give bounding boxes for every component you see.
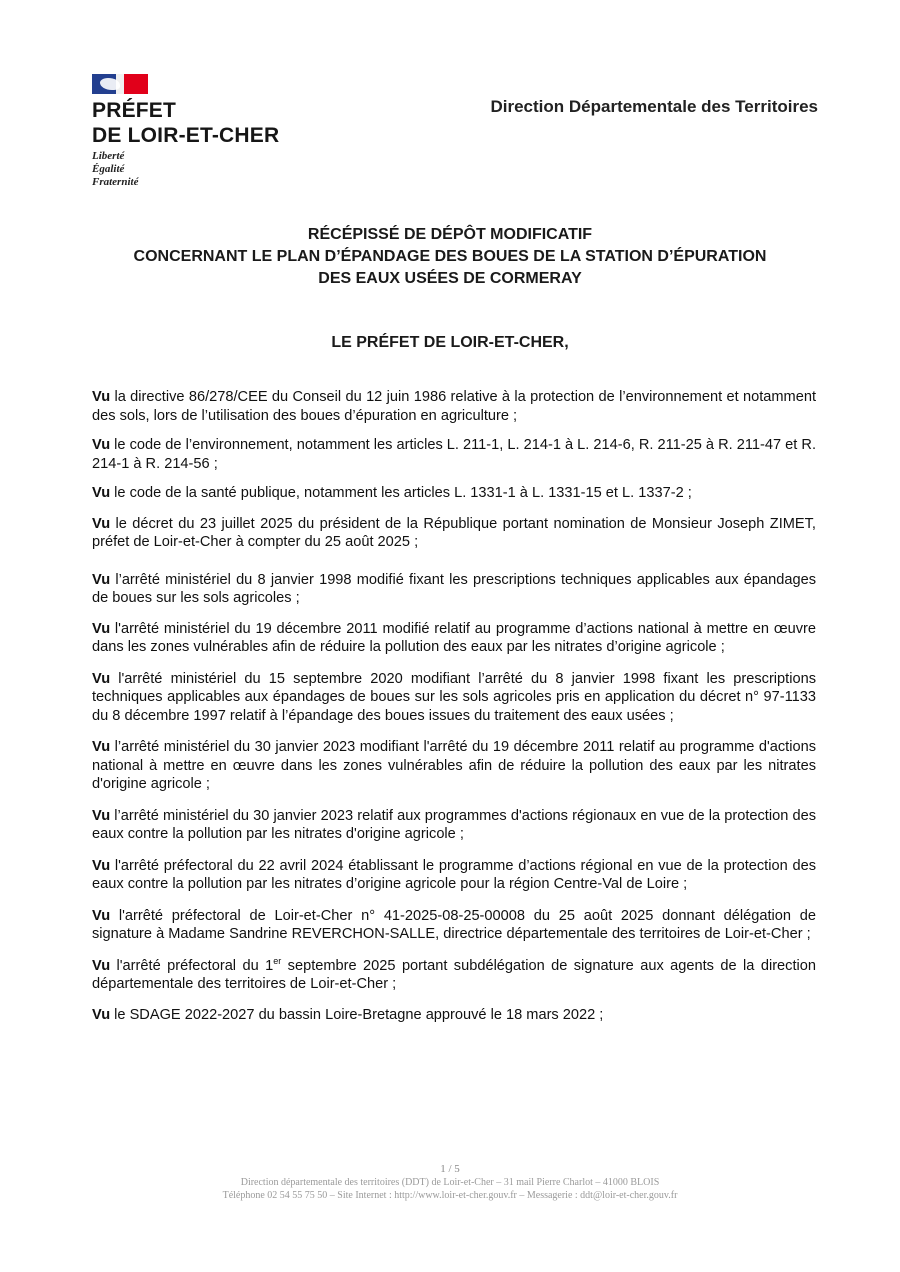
- vu-label: Vu: [92, 571, 111, 588]
- motto-fraternite: Fraternité: [92, 176, 139, 188]
- considerations-list: [92, 388, 816, 1024]
- consideration-text: le SDAGE 2022-2027 du bassin Loire-Bretagne approuvé le 18 mars 2022 ;: [110, 1006, 604, 1023]
- flag-blue-band: [92, 74, 116, 94]
- vu-label: Vu: [92, 807, 111, 824]
- consideration-text: l'arrêté préfectoral de Loir-et-Cher n° 41-2025-08-25-00008 du 25 août 2025 donnant délégation de signature à Madame Sandrine REVERCHON-SALLE, directrice départementale des territoires de Loir-et-Cher ;: [92, 907, 816, 942]
- motto-liberte: Liberté: [92, 150, 125, 162]
- consideration-text-start: l'arrêté préfectoral du 1: [110, 957, 274, 974]
- consideration-item: [92, 515, 816, 552]
- page-footer: [0, 1163, 900, 1202]
- consideration-text: l’arrêté ministériel du 8 janvier 1998 modifié fixant les prescriptions techniques applicables aux épandages de boues sur les sols agricoles ;: [92, 571, 816, 606]
- republic-motto: [92, 150, 138, 189]
- vu-label: Vu: [92, 670, 111, 687]
- marianne-icon: [100, 78, 120, 90]
- consideration-item: [92, 857, 816, 894]
- document-title-line2: CONCERNANT LE PLAN D’ÉPANDAGE DES BOUES DE LA STATION D’ÉPURATION: [133, 248, 767, 265]
- vu-label: Vu: [92, 907, 111, 924]
- vu-label: Vu: [92, 857, 111, 874]
- page-number: 1 / 5: [440, 1163, 460, 1175]
- prefecture-title-line2: DE LOIR-ET-CHER: [92, 124, 280, 147]
- vu-label: Vu: [92, 485, 111, 501]
- consideration-text: le code de la santé publique, notamment les articles L. 1331-1 à L. 1331-15 et L. 1337-2 ;: [110, 485, 692, 501]
- footer-address: Direction départementale des territoires (DDT) de Loir-et-Cher – 31 mail Pierre Charlot – 41000 BLOIS: [240, 1177, 660, 1188]
- consideration-item: [92, 907, 816, 944]
- consideration-item: [92, 807, 816, 844]
- vu-label: Vu: [92, 957, 111, 974]
- prefecture-title: [92, 98, 279, 148]
- consideration-text: l'arrêté ministériel du 19 décembre 2011 modifié relatif au programme d’actions national à mettre en œuvre dans les zones vulnérables afin de réduire la pollution des eaux par les nitrates d’origine agricole ;: [92, 620, 816, 655]
- vu-label: Vu: [92, 389, 111, 405]
- vu-label: Vu: [92, 620, 111, 637]
- prefet-heading: LE PRÉFET DE LOIR-ET-CHER,: [331, 334, 569, 351]
- document-title-line3: DES EAUX USÉES DE CORMERAY: [318, 270, 582, 287]
- consideration-text-end: septembre 2025 portant subdélégation de signature aux agents de la direction départementale des territoires de Loir-et-Cher ;: [92, 957, 816, 992]
- document-title-line1: RÉCÉPISSÉ DE DÉPÔT MODIFICATIF: [307, 226, 593, 243]
- republique-flag-logo: [92, 74, 148, 94]
- vu-label: Vu: [92, 739, 111, 755]
- ordinal-superscript: er: [273, 955, 282, 966]
- consideration-item: [92, 620, 816, 657]
- consideration-text: l'arrêté ministériel du 15 septembre 2020 modifiant l’arrêté du 8 janvier 1998 fixant les prescriptions techniques applicables aux épandages de boues sur les sols agricoles pris en application du décret n° 97-1133 du 8 décembre 1997 relatif à l’épandage des boues issues du traitement des eaux usées ;: [92, 670, 816, 724]
- consideration-text: la directive 86/278/CEE du Conseil du 12 juin 1986 relative à la protection de l’environnement et notamment des sols, lors de l’utilisation des boues d’épuration en agriculture ;: [92, 389, 816, 424]
- consideration-text: l’arrêté ministériel du 30 janvier 2023 relatif aux programmes d'actions régionaux en vue de la protection des eaux contre la pollution par les nitrates d'origine agricole ;: [92, 807, 816, 842]
- consideration-item: [92, 957, 816, 994]
- prefecture-title-line1: PRÉFET: [92, 99, 177, 122]
- consideration-text: le code de l’environnement, notamment les articles L. 211-1, L. 214-1 à L. 214-6, R. 211-25 à R. 211-47 et R. 214-1 à R. 214-56 ;: [92, 437, 816, 472]
- consideration-text: l'arrêté préfectoral du 22 avril 2024 établissant le programme d’actions régional en vue de la protection des eaux contre la pollution par les nitrates d’origine agricole pour la région Centre-Val de Loire ;: [92, 857, 816, 892]
- consideration-item: [92, 738, 816, 794]
- document-title: [0, 224, 900, 290]
- consideration-text: le décret du 23 juillet 2025 du président de la République portant nomination de Monsieur Joseph ZIMET, préfet de Loir-et-Cher à compter du 25 août 2025 ;: [92, 515, 816, 550]
- issuing-direction: Direction Départementale des Territoires: [490, 97, 818, 116]
- consideration-item: [92, 1006, 816, 1025]
- consideration-item: [92, 436, 816, 473]
- vu-label: Vu: [92, 437, 111, 453]
- consideration-item: [92, 388, 816, 425]
- vu-label: Vu: [92, 1006, 111, 1023]
- consideration-text: l’arrêté ministériel du 30 janvier 2023 modifiant l'arrêté du 19 décembre 2011 relatif au programme d'actions national à mettre en œuvre dans les zones vulnérables afin de réduire la pollution des eaux par les nitrates d'origine agricole ;: [92, 739, 816, 792]
- footer-contact: Téléphone 02 54 55 75 50 – Site Internet : http://www.loir-et-cher.gouv.fr – Messagerie : ddt@loir-et-cher.gouv.fr: [222, 1190, 678, 1201]
- consideration-item: [92, 484, 816, 503]
- consideration-item: [92, 571, 816, 608]
- motto-egalite: Égalité: [92, 163, 125, 175]
- flag-red-band: [124, 74, 148, 94]
- vu-label: Vu: [92, 515, 111, 532]
- consideration-item: [92, 670, 816, 726]
